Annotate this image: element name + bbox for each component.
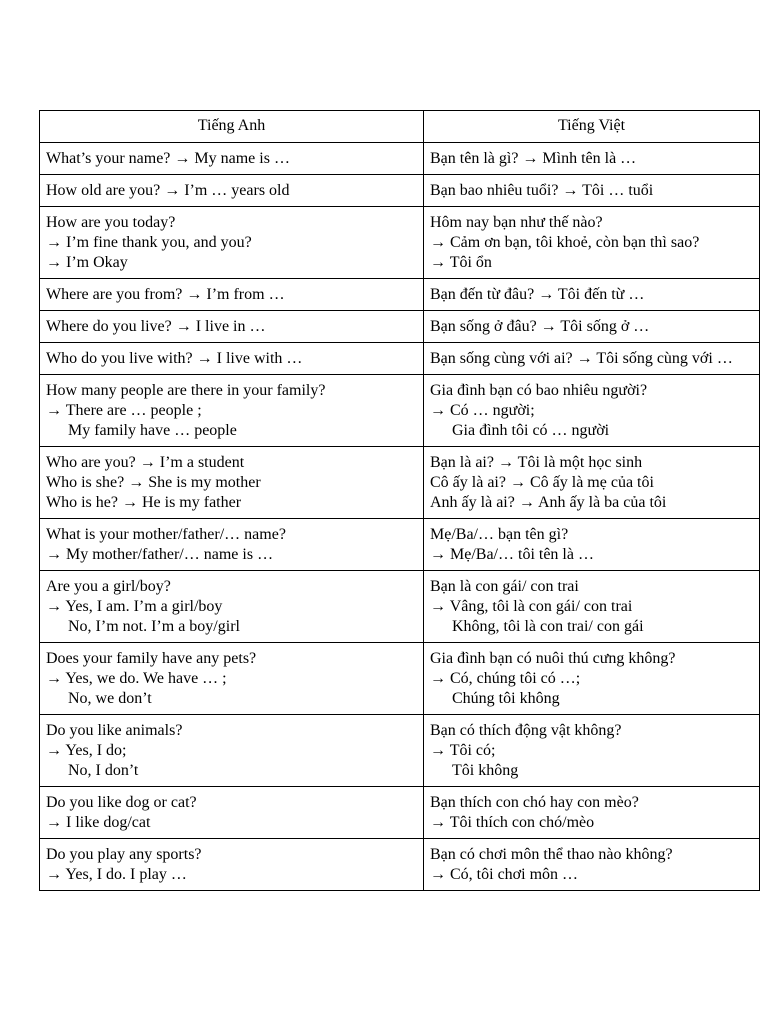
vietnamese-cell [424,375,760,447]
english-cell [40,715,424,787]
header-row [40,111,760,143]
table-body [40,143,760,891]
cell-line: → Yes, I do; [46,742,127,759]
cell-line: Bạn có thích động vật không? [430,722,622,739]
cell-line: How are you today? [46,214,176,231]
cell-line: Where are you from? → I’m from … [46,286,285,303]
english-cell [40,207,424,279]
english-cell [40,343,424,375]
vietnamese-cell [424,715,760,787]
cell-line: Who are you? → I’m a student [46,454,245,471]
vietnamese-cell [424,207,760,279]
cell-line: My family have … people [68,422,237,439]
english-cell [40,571,424,643]
cell-line: Bạn thích con chó hay con mèo? [430,794,639,811]
cell-line: No, we don’t [68,690,152,707]
table-row [40,279,760,311]
cell-line: → Tôi có; [430,742,496,759]
cell-line: → Yes, I am. I’m a girl/boy [46,598,223,615]
vietnamese-cell [424,571,760,643]
table-row [40,715,760,787]
cell-line: → Tôi ổn [430,254,492,271]
cell-line: Do you play any sports? [46,846,202,863]
cell-line: → Vâng, tôi là con gái/ con trai [430,598,633,615]
cell-line: Chúng tôi không [452,690,560,707]
table-row [40,839,760,891]
english-cell [40,787,424,839]
vietnamese-cell [424,839,760,891]
english-cell [40,375,424,447]
english-cell [40,311,424,343]
cell-line: Where do you live? → I live in … [46,318,266,335]
english-cell [40,143,424,175]
cell-line: Bạn tên là gì? → Mình tên là … [430,150,637,167]
cell-line: What’s your name? → My name is … [46,150,290,167]
table-row [40,643,760,715]
vietnamese-cell [424,143,760,175]
cell-line: Bạn sống ở đâu? → Tôi sống ở … [430,318,650,335]
cell-line: Who is she? → She is my mother [46,474,261,491]
cell-line: → Có, chúng tôi có …; [430,670,581,687]
table-row [40,207,760,279]
vietnamese-cell [424,643,760,715]
table-row [40,787,760,839]
cell-line: → I’m fine thank you, and you? [46,234,252,251]
cell-line: → My mother/father/… name is … [46,546,274,563]
cell-line: Bạn đến từ đâu? → Tôi đến từ … [430,286,645,303]
vietnamese-cell [424,175,760,207]
header-english: Tiếng Anh [40,111,424,143]
vietnamese-cell [424,311,760,343]
vietnamese-cell [424,787,760,839]
cell-line: Bạn có chơi môn thể thao nào không? [430,846,673,863]
cell-line: Mẹ/Ba/… bạn tên gì? [430,526,569,543]
cell-line: Bạn là ai? → Tôi là một học sinh [430,454,643,471]
cell-line: How many people are there in your family? [46,382,326,399]
vietnamese-cell [424,279,760,311]
cell-line: → Có, tôi chơi môn … [430,866,579,883]
cell-line: What is your mother/father/… name? [46,526,286,543]
cell-line: How old are you? → I’m … years old [46,182,290,199]
cell-line: → Tôi thích con chó/mèo [430,814,595,831]
cell-line: Anh ấy là ai? → Anh ấy là ba của tôi [430,494,667,511]
table-row [40,375,760,447]
cell-line: Không, tôi là con trai/ con gái [452,618,644,635]
english-cell [40,447,424,519]
table-row [40,343,760,375]
cell-line: Who is he? → He is my father [46,494,242,511]
cell-line: No, I’m not. I’m a boy/girl [68,618,240,635]
table-header [40,111,760,143]
table-row [40,175,760,207]
cell-line: → I like dog/cat [46,814,151,831]
cell-line: → Cảm ơn bạn, tôi khoẻ, còn bạn thì sao? [430,234,700,251]
cell-line: → Có … người; [430,402,535,419]
cell-line: Who do you live with? → I live with … [46,350,303,367]
table-row [40,143,760,175]
table-row [40,311,760,343]
phrase-table [39,110,760,891]
table-row [40,447,760,519]
vietnamese-cell [424,447,760,519]
english-cell [40,175,424,207]
cell-line: → Yes, we do. We have … ; [46,670,227,687]
cell-line: Gia đình bạn có bao nhiêu người? [430,382,648,399]
cell-line: No, I don’t [68,762,139,779]
table-row [40,571,760,643]
cell-line: → I’m Okay [46,254,128,271]
english-cell [40,839,424,891]
cell-line: Cô ấy là ai? → Cô ấy là mẹ của tôi [430,474,654,491]
header-vietnamese: Tiếng Việt [424,111,760,143]
cell-line: Do you like animals? [46,722,183,739]
english-cell [40,519,424,571]
english-cell [40,279,424,311]
cell-line: Are you a girl/boy? [46,578,171,595]
cell-line: Bạn bao nhiêu tuổi? → Tôi … tuổi [430,182,654,199]
cell-line: Tôi không [452,762,519,779]
vietnamese-cell [424,343,760,375]
cell-line: Gia đình bạn có nuôi thú cưng không? [430,650,676,667]
table-row [40,519,760,571]
english-cell [40,643,424,715]
cell-line: Hôm nay bạn như thế nào? [430,214,603,231]
cell-line: Bạn sống cùng với ai? → Tôi sống cùng với … [430,350,733,367]
cell-line: → Mẹ/Ba/… tôi tên là … [430,546,594,563]
cell-line: Does your family have any pets? [46,650,257,667]
cell-line: Gia đình tôi có … người [452,422,610,439]
cell-line: → There are … people ; [46,402,202,419]
cell-line: → Yes, I do. I play … [46,866,187,883]
vietnamese-cell [424,519,760,571]
cell-line: Bạn là con gái/ con trai [430,578,579,595]
cell-line: Do you like dog or cat? [46,794,197,811]
